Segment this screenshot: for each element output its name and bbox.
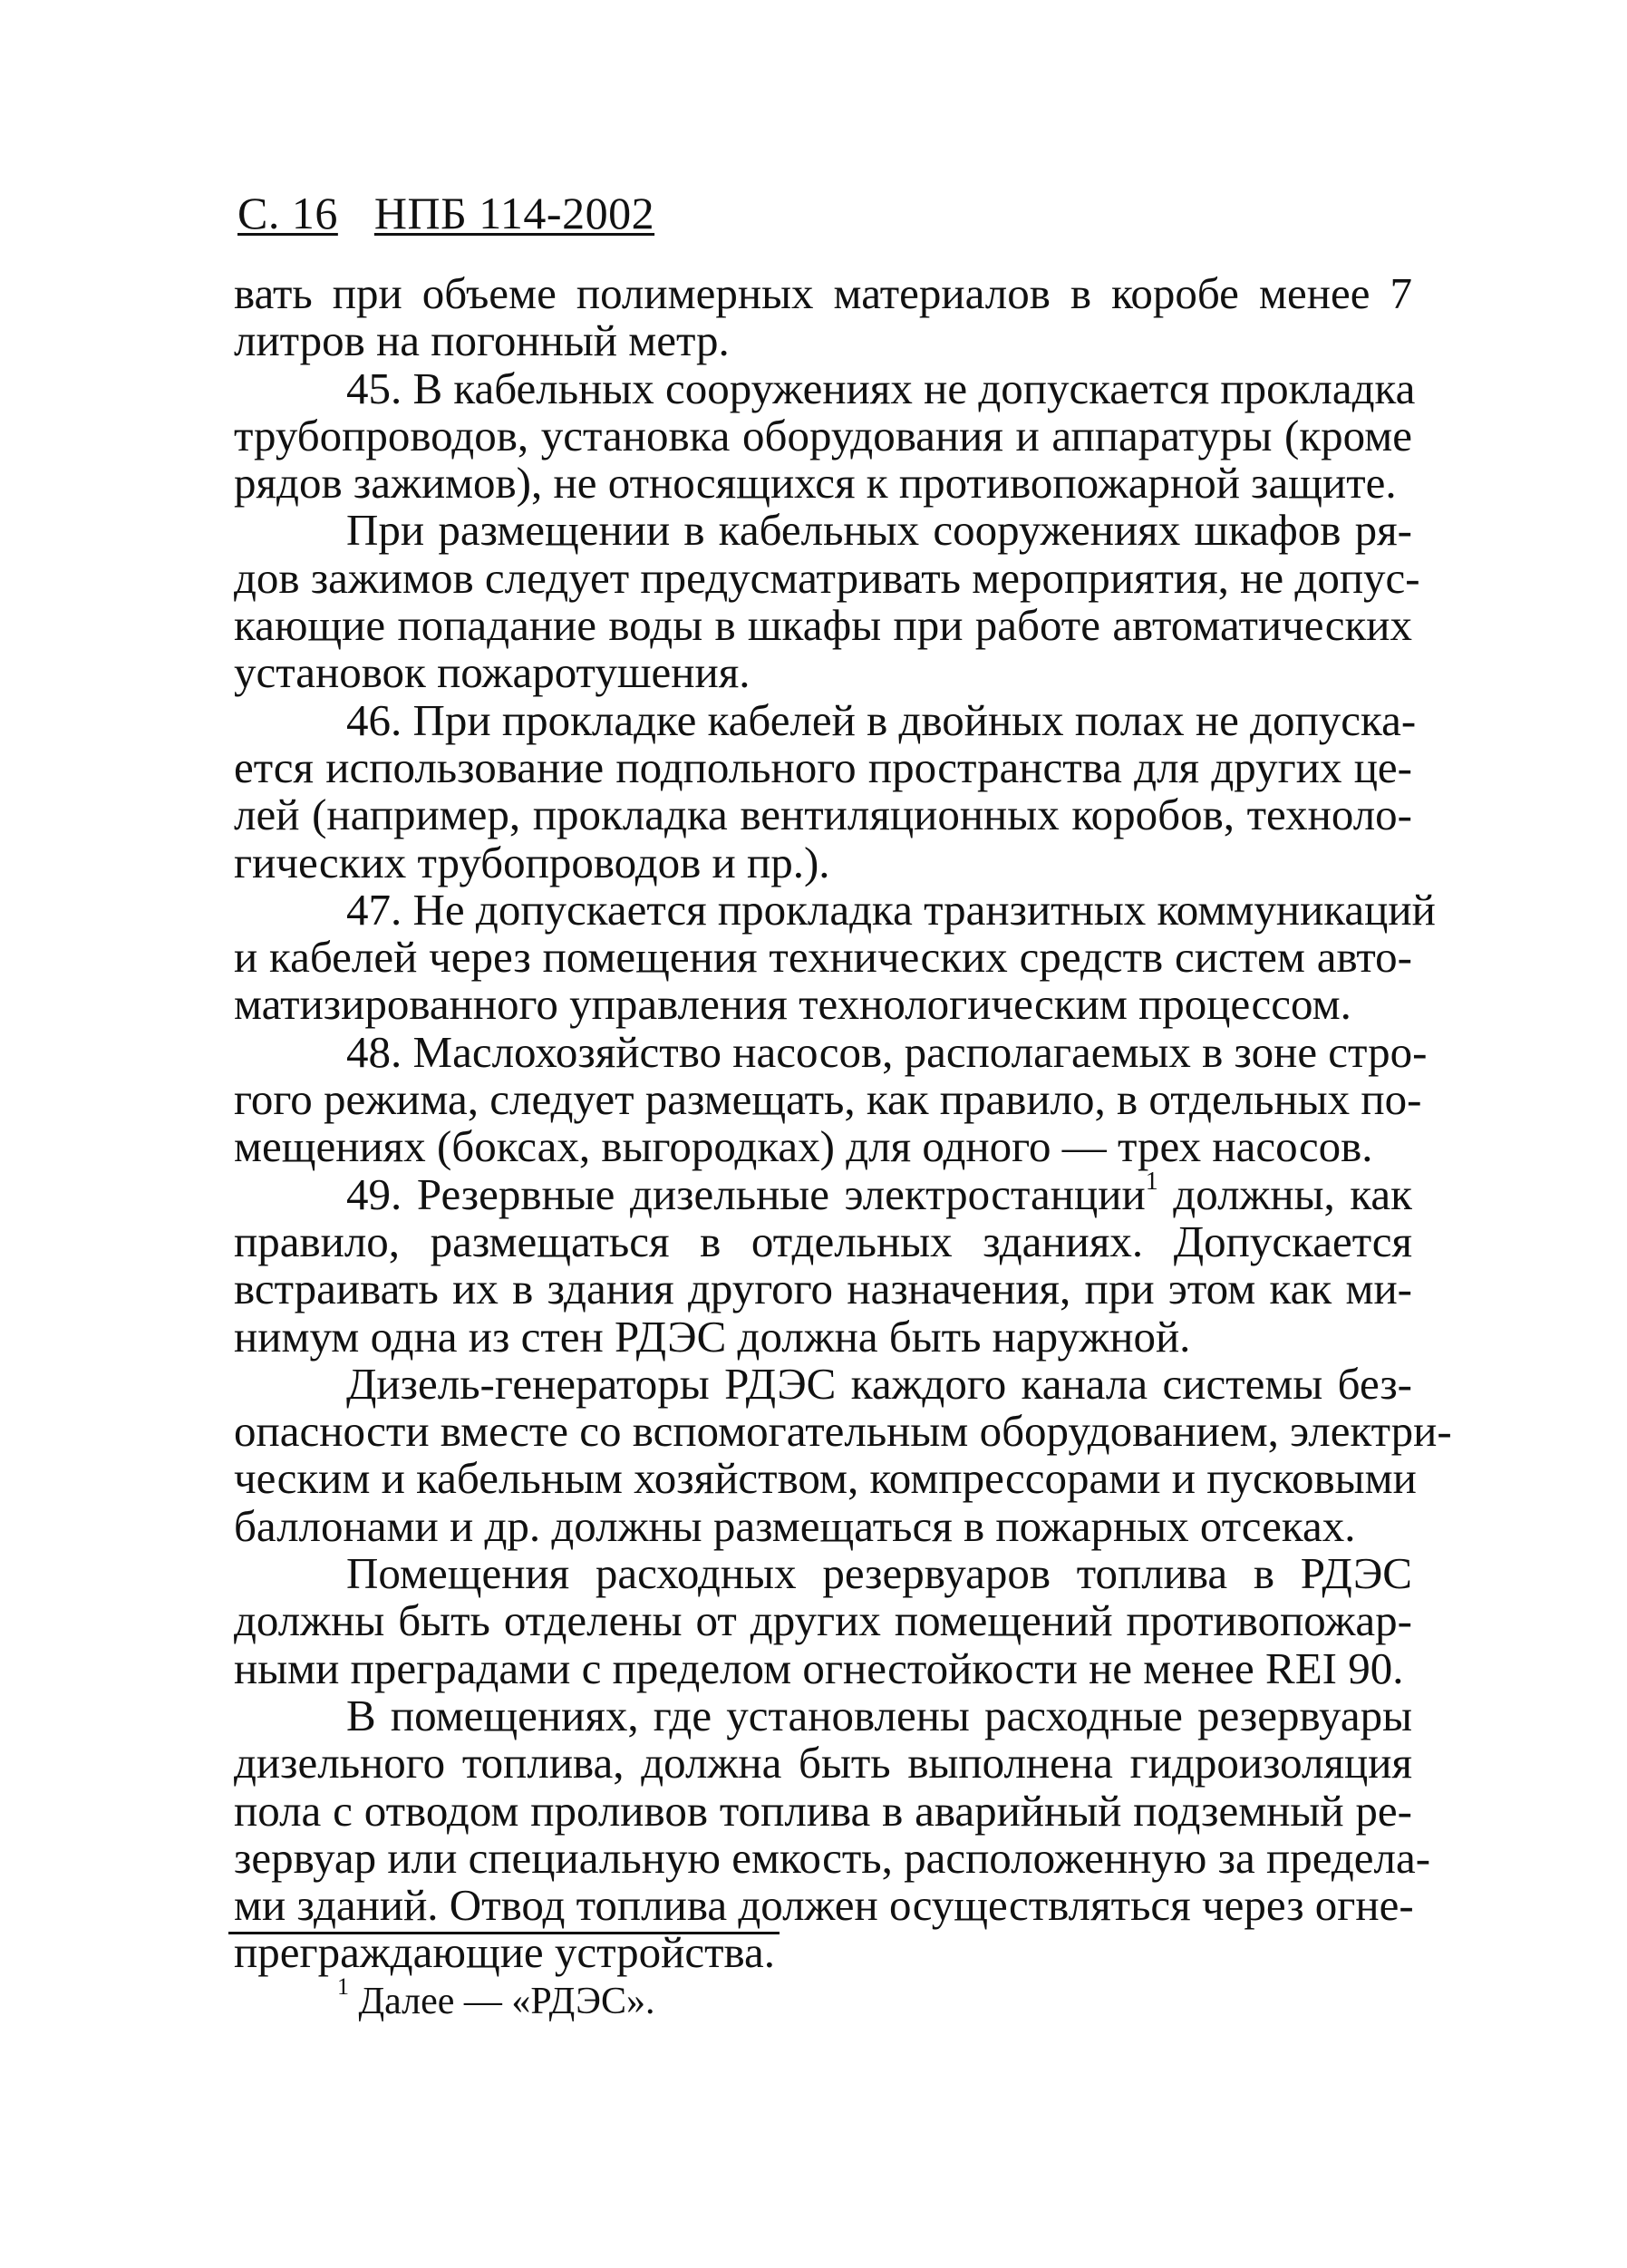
text-line: и кабелей через помещения технических средств систем авто- [234, 932, 1412, 983]
footnote-ref-mark: 1 [1145, 1168, 1158, 1197]
text-line: гого режима, следует размещать, как правило, в отдельных по- [234, 1074, 1422, 1125]
body-text [234, 268, 1452, 1978]
text-line: 47. Не допускается прокладка транзитных коммуникаций [346, 884, 1436, 935]
page-number: С. 16 [237, 188, 338, 238]
text-line: мещениях (боксах, выгородках) для одного — трех насосов. [234, 1121, 1373, 1172]
text-line: зервуар или специальную емкость, расположенную за предела- [234, 1832, 1431, 1883]
text-line: матизированного управления технологическим процессом. [234, 979, 1351, 1030]
page-header [237, 186, 654, 240]
text-line: опасности вместе со вспомогательным оборудованием, электри- [234, 1406, 1452, 1457]
text-line: рядов зажимов), не относящихся к противопожарной защите. [234, 458, 1397, 509]
text-line: установок пожаротушения. [234, 647, 751, 698]
text-line: ными преградами с пределом огнестойкости не менее REI 90. [234, 1643, 1404, 1693]
text-line: лей (например, прокладка вентиляционных коробов, техноло- [234, 790, 1412, 840]
text-line: ческим и кабельным хозяйством, компрессорами и пусковыми [234, 1453, 1417, 1504]
text-line: пола с отводом проливов топлива в аварийный подземный ре- [234, 1785, 1412, 1836]
footnote-divider [228, 1932, 780, 1934]
text-line: дизельного топлива, должна быть выполнена гидроизоляция [234, 1738, 1412, 1788]
text-line: В помещениях, где установлены расходные резервуары [346, 1690, 1412, 1740]
text-line: трубопроводов, установка оборудования и аппаратуры (кроме [234, 410, 1412, 460]
text-line: 48. Маслохозяйство насосов, располагаемых в зоне стро- [346, 1026, 1428, 1077]
text-line-with-footnote-ref [234, 1168, 1412, 1219]
text-line: гических трубопроводов и пр.). [234, 837, 830, 887]
text-line: должны быть отделены от других помещений противопожар- [234, 1595, 1412, 1646]
footnote-mark: 1 [337, 1973, 349, 2000]
document-code: НПБ 114-2002 [373, 188, 655, 238]
text-line: ется использование подпольного пространства для других це- [234, 741, 1412, 792]
text-line: литров на погонный метр. [234, 315, 730, 366]
text-line: ми зданий. Отвод топлива должен осуществляться через огне- [234, 1880, 1414, 1931]
text-line: правило, размещаться в отдельных зданиях. Допускается [234, 1216, 1412, 1266]
text-line: 46. При прокладке кабелей в двойных полах не допуска- [346, 694, 1417, 745]
text-line: Дизель-генераторы РДЭС каждого канала системы без- [346, 1358, 1412, 1409]
footnote [337, 1973, 655, 2024]
text-line: вать при объеме полимерных материалов в коробе менее 7 [234, 268, 1412, 318]
text-line: баллонами и др. должны размещаться в пожарных отсеках. [234, 1500, 1356, 1551]
text-line: 45. В кабельных сооружениях не допускается прокладка [346, 363, 1416, 413]
text-line: нимум одна из стен РДЭС должна быть наружной. [234, 1311, 1191, 1362]
text-line: Помещения расходных резервуаров топлива в РДЭС [346, 1548, 1412, 1599]
text-line-part: 49. Резервные дизельные электростанции [346, 1168, 1146, 1219]
text-line: встраивать их в здания другого назначения, при этом как ми- [234, 1264, 1412, 1314]
text-line-part: должны, как [1157, 1168, 1412, 1219]
footnote-text: Далее — «РДЭС». [349, 1981, 655, 2022]
text-line: При размещении в кабельных сооружениях шкафов ря- [346, 505, 1412, 556]
text-line: преграждающие устройства. [234, 1927, 776, 1978]
text-line: кающие попадание воды в шкафы при работе автоматических [234, 600, 1412, 651]
text-line: дов зажимов следует предусматривать мероприятия, не допус- [234, 552, 1420, 603]
